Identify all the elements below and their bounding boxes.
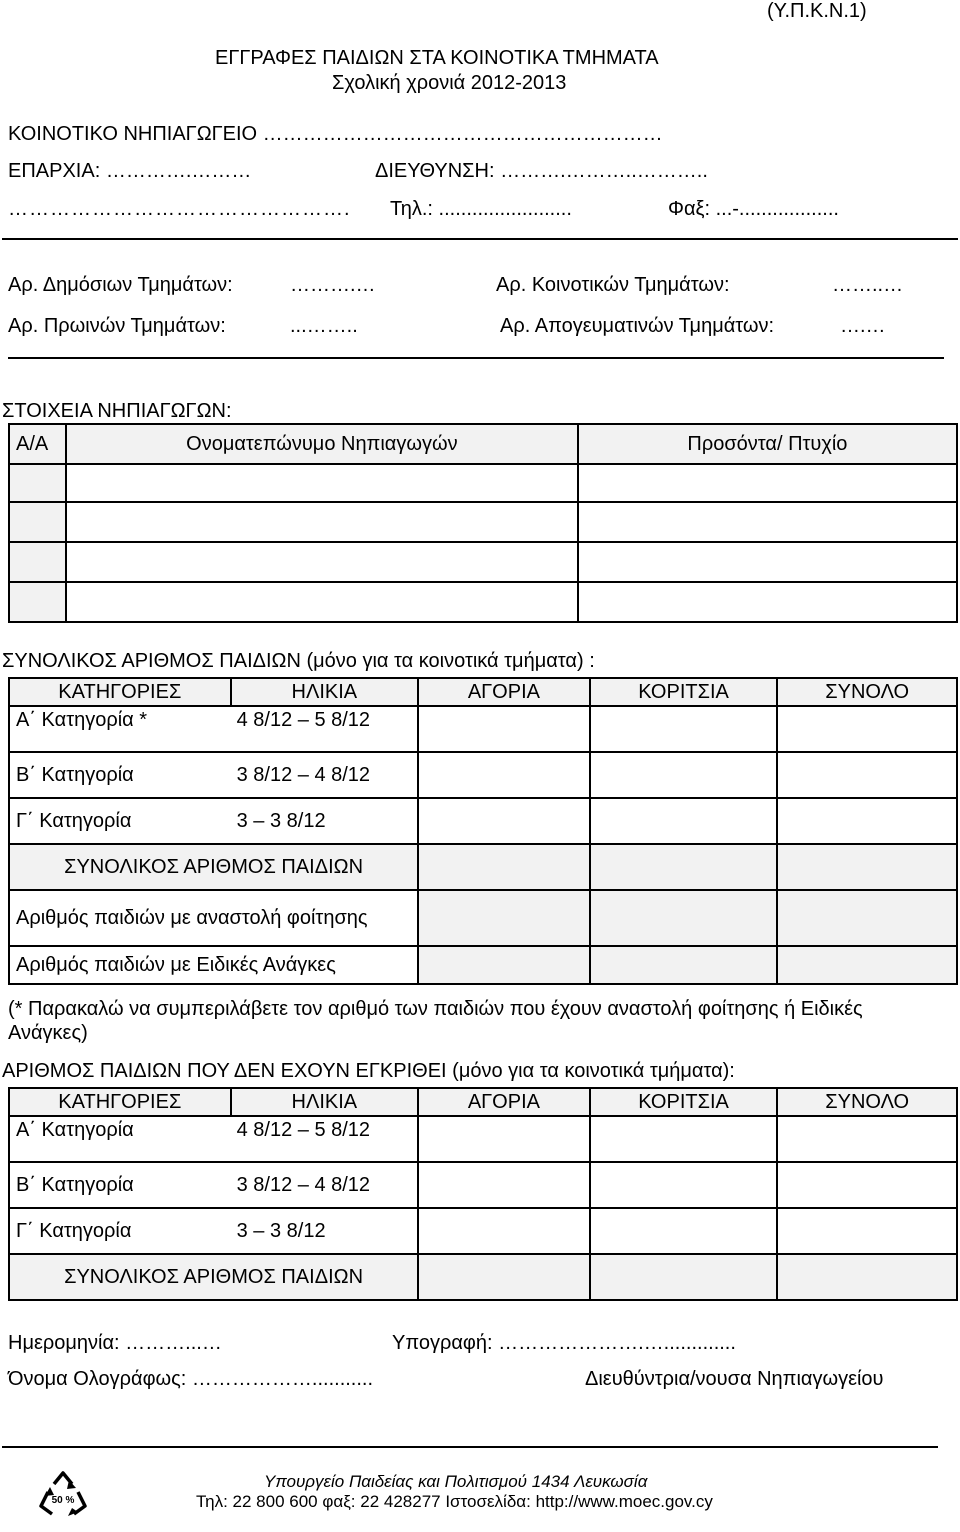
community-classes-value[interactable]: ……..… (832, 274, 904, 296)
girls-cell[interactable] (590, 1162, 778, 1208)
divider (2, 1446, 938, 1448)
phone-field[interactable]: Τηλ.: ........................ (390, 198, 572, 220)
signature-field[interactable]: Υπογραφή: ………………….…............. (392, 1332, 736, 1354)
table-row (9, 1116, 957, 1162)
girls-cell[interactable] (590, 798, 778, 844)
teachers-section-title: ΣΤΟΙΧΕΙΑ ΝΗΠΙΑΓΩΓΩΝ: (2, 400, 232, 422)
header-total: ΣΥΝΟΛΟ (777, 1088, 957, 1116)
header-aa: Α/Α (9, 424, 66, 464)
table-row (9, 798, 957, 844)
total-cell[interactable] (777, 706, 957, 752)
afternoon-classes-value[interactable]: ….… (840, 315, 886, 337)
full-name-field[interactable]: Όνομα Ολογράφως: ………………........... (8, 1368, 374, 1390)
age-cell: 4 8/12 – 5 8/12 (231, 706, 419, 752)
boys-cell[interactable] (418, 1116, 590, 1162)
category-cell: Β΄ Κατηγορία (9, 1162, 231, 1208)
table-row (9, 752, 957, 798)
table-row (9, 1162, 957, 1208)
girls-cell[interactable] (590, 1208, 778, 1254)
table-row (9, 542, 957, 582)
fax-field[interactable]: Φαξ: ...-.................. (668, 198, 839, 220)
table-row (9, 582, 957, 622)
not-approved-section-title: ΑΡΙΘΜΟΣ ΠΑΙΔΙΩΝ ΠΟΥ ΔΕΝ ΕΧΟΥΝ ΕΓΚΡΙΘΕΙ (μόνο για τα κοινοτικά τμήματα): (2, 1060, 735, 1082)
girls-cell[interactable] (590, 706, 778, 752)
boys-cell[interactable] (418, 706, 590, 752)
divider (2, 238, 958, 240)
header-categories: ΚΑΤΗΓΟΡΙΕΣ (9, 678, 231, 706)
age-cell: 3 – 3 8/12 (231, 798, 419, 844)
school-line[interactable]: ΚΟΙΝΟΤΙΚΟ ΝΗΠΙΑΓΩΓΕΙΟ …………………………………………………… (8, 123, 663, 145)
not-approved-table (8, 1087, 958, 1301)
boys-cell[interactable] (418, 1162, 590, 1208)
boys-cell[interactable] (418, 1208, 590, 1254)
header-boys: ΑΓΟΡΙΑ (418, 678, 590, 706)
total-label-cell: ΣΥΝΟΛΙΚΟΣ ΑΡΙΘΜΟΣ ΠΑΙΔΙΩΝ (9, 844, 418, 890)
header-age: ΗΛΙΚΙΑ (231, 1088, 419, 1116)
table-header-row (9, 1088, 957, 1116)
table-row (9, 706, 957, 752)
header-qualifications: Προσόντα/ Πτυχίο (578, 424, 957, 464)
total-cell[interactable] (777, 1116, 957, 1162)
enrolled-section-title: ΣΥΝΟΛΙΚΟΣ ΑΡΙΘΜΟΣ ΠΑΙΔΙΩΝ (μόνο για τα κοινοτικά τμήματα) : (2, 650, 595, 672)
ministry-contact: Τηλ: 22 800 600 φαξ: 22 428277 Ιστοσελίδα: http://www.moec.gov.cy (196, 1492, 713, 1511)
table-row (9, 946, 957, 984)
total-cell[interactable] (777, 1162, 957, 1208)
boys-cell[interactable] (418, 798, 590, 844)
page-subtitle: Σχολική χρονιά 2012-2013 (332, 72, 567, 94)
note-text: (* Παρακαλώ να συμπεριλάβετε τον αριθμό των παιδιών που έχουν αναστολή φοίτησης ή Ειδικές Ανάγκες) (8, 998, 863, 1044)
age-cell: 4 8/12 – 5 8/12 (231, 1116, 419, 1162)
category-cell: Γ΄ Κατηγορία (9, 798, 231, 844)
public-classes-label: Αρ. Δημόσιων Τμημάτων: (8, 274, 233, 296)
girls-cell[interactable] (590, 1116, 778, 1162)
table-header-row (9, 424, 957, 464)
district-field[interactable]: ΕΠΑΡΧΙΑ: ………….……… (8, 160, 252, 182)
public-classes-value[interactable]: ……….… (290, 274, 376, 296)
special-needs-label-cell: Αριθμός παιδιών με Ειδικές Ανάγκες (9, 946, 418, 984)
category-cell: Α΄ Κατηγορία * (9, 706, 231, 752)
girls-cell[interactable] (590, 752, 778, 798)
header-teacher-name: Ονοματεπώνυμο Νηπιαγωγών (66, 424, 578, 464)
table-row (9, 890, 957, 946)
header-total: ΣΥΝΟΛΟ (777, 678, 957, 706)
boys-cell[interactable] (418, 752, 590, 798)
total-label-cell: ΣΥΝΟΛΙΚΟΣ ΑΡΙΘΜΟΣ ΠΑΙΔΙΩΝ (9, 1254, 418, 1300)
suspended-label-cell: Αριθμός παιδιών με αναστολή φοίτησης (9, 890, 418, 946)
page-title: ΕΓΓΡΑΦΕΣ ΠΑΙΔΙΩΝ ΣΤΑ ΚΟΙΝΟΤΙΚΑ ΤΜΗΜΑΤΑ (215, 47, 659, 69)
table-header-row (9, 678, 957, 706)
director-role: Διευθύντρια/νουσα Νηπιαγωγείου (585, 1368, 884, 1390)
category-cell: Γ΄ Κατηγορία (9, 1208, 231, 1254)
total-cell[interactable] (777, 798, 957, 844)
date-field[interactable]: Ημερομηνία: ………...… (8, 1332, 222, 1354)
divider (8, 357, 944, 359)
total-cell[interactable] (777, 752, 957, 798)
age-cell: 3 8/12 – 4 8/12 (231, 1162, 419, 1208)
enrolled-table (8, 677, 958, 985)
category-cell: Β΄ Κατηγορία (9, 752, 231, 798)
table-row (9, 502, 957, 542)
category-cell: Α΄ Κατηγορία (9, 1116, 231, 1162)
header-boys: ΑΓΟΡΙΑ (418, 1088, 590, 1116)
recycle-badge: 50 % (51, 1495, 75, 1506)
header-categories: ΚΑΤΗΓΟΡΙΕΣ (9, 1088, 231, 1116)
table-row (9, 1208, 957, 1254)
teachers-table (8, 423, 958, 623)
table-row (9, 1254, 957, 1300)
morning-classes-value[interactable]: ...…….. (290, 315, 358, 337)
morning-classes-label: Αρ. Πρωινών Τμημάτων: (8, 315, 226, 337)
age-cell: 3 – 3 8/12 (231, 1208, 419, 1254)
total-cell[interactable] (777, 1208, 957, 1254)
header-girls: ΚΟΡΙΤΣΙΑ (590, 678, 778, 706)
address-continuation[interactable]: …………………………………………. (8, 198, 351, 220)
table-row (9, 844, 957, 890)
afternoon-classes-label: Αρ. Απογευματινών Τμημάτων: (500, 315, 775, 337)
address-field[interactable]: ΔΙΕΥΘΥΝΣΗ: ……….………..……….. (375, 160, 708, 182)
age-cell: 3 8/12 – 4 8/12 (231, 752, 419, 798)
header-girls: ΚΟΡΙΤΣΙΑ (590, 1088, 778, 1116)
header-age: ΗΛΙΚΙΑ (231, 678, 419, 706)
community-classes-label: Αρ. Κοινοτικών Τμημάτων: (496, 274, 730, 296)
table-row (9, 464, 957, 502)
form-code: (Υ.Π.Κ.Ν.1) (767, 0, 867, 22)
ministry-address: Υπουργείο Παιδείας και Πολιτισμού 1434 Λευκωσία (264, 1472, 648, 1491)
recycle-icon (38, 1470, 88, 1526)
